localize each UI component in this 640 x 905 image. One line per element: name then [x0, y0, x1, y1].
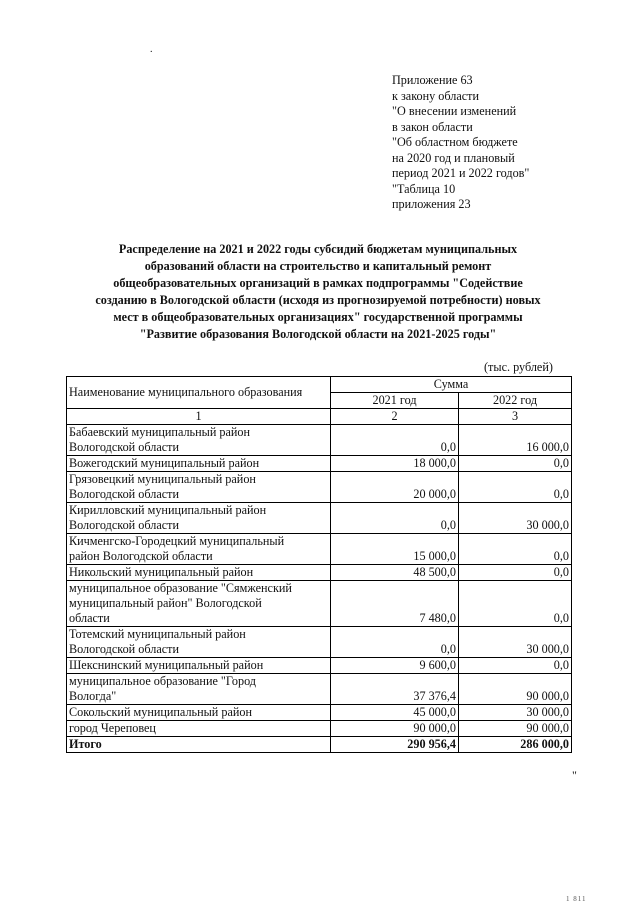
table-row	[67, 674, 572, 705]
amount-2021: 0,0	[331, 425, 459, 456]
column-number: 3	[459, 409, 572, 425]
municipality-name	[67, 627, 331, 658]
annex-line: "О внесении изменений	[392, 104, 517, 118]
municipality-name-line: Сокольский муниципальный район	[69, 705, 253, 719]
amount-2021: 9 600,0	[331, 658, 459, 674]
page-mark: 1 811	[566, 895, 587, 903]
table-row	[67, 503, 572, 534]
annex-header	[392, 73, 529, 213]
annex-line: "Таблица 10	[392, 181, 456, 196]
total-2022: 286 000,0	[459, 737, 572, 753]
amount-2022: 90 000,0	[459, 674, 572, 705]
municipality-name-line: муниципальное образование "Сямженский	[69, 581, 292, 595]
title-line: мест в общеобразовательных организациях" государственной программы	[113, 310, 523, 324]
annex-line: к закону области	[392, 88, 479, 103]
header-2021: 2021 год	[331, 393, 459, 409]
amount-2021: 20 000,0	[331, 472, 459, 503]
municipality-name	[67, 705, 331, 721]
table-row	[67, 456, 572, 472]
table-row	[67, 627, 572, 658]
amount-2022: 0,0	[459, 456, 572, 472]
amount-2021: 0,0	[331, 503, 459, 534]
municipality-name-line: Вологодской области	[69, 440, 179, 454]
municipality-name	[67, 674, 331, 705]
title-line: образований области на строительство и капитальный ремонт	[144, 259, 492, 273]
table-row	[67, 658, 572, 674]
municipality-name	[67, 721, 331, 737]
table-row	[67, 534, 572, 565]
annex-line: приложения 23	[392, 197, 471, 211]
title-line: "Развитие образования Вологодской области на 2021-2025 годы"	[139, 327, 497, 341]
municipality-name	[67, 565, 331, 581]
municipality-name-line: Грязовецкий муниципальный район	[69, 472, 256, 486]
municipality-name	[67, 456, 331, 472]
municipality-name	[67, 425, 331, 456]
annex-line: Приложение 63	[392, 73, 473, 87]
amount-2022: 0,0	[459, 581, 572, 627]
header-row	[67, 377, 572, 393]
total-2021: 290 956,4	[331, 737, 459, 753]
municipality-name-line: Тотемский муниципальный район	[69, 627, 246, 641]
amount-2021: 90 000,0	[331, 721, 459, 737]
amount-2021: 18 000,0	[331, 456, 459, 472]
table-row	[67, 721, 572, 737]
municipality-name-line: муниципальное образование "Город	[69, 674, 257, 688]
header-name: Наименование муниципального образования	[67, 377, 331, 409]
annex-line: "Об областном бюджете	[392, 135, 518, 149]
column-numbers-row	[67, 409, 572, 425]
table-row	[67, 565, 572, 581]
amount-2021: 0,0	[331, 627, 459, 658]
amount-2022: 0,0	[459, 658, 572, 674]
amount-2022: 0,0	[459, 565, 572, 581]
total-label: Итого	[67, 737, 331, 753]
amount-2022: 30 000,0	[459, 627, 572, 658]
amount-2021: 48 500,0	[331, 565, 459, 581]
municipality-name	[67, 534, 331, 565]
municipality-name-line: Вологодской области	[69, 642, 179, 656]
units-label: (тыс. рублей)	[484, 360, 553, 374]
header-2022: 2022 год	[459, 393, 572, 409]
amount-2022: 30 000,0	[459, 503, 572, 534]
municipality-name	[67, 658, 331, 674]
table-row	[67, 425, 572, 456]
municipality-name	[67, 581, 331, 627]
table-body	[67, 425, 572, 737]
municipality-name-line: Вожегодский муниципальный район	[69, 456, 260, 470]
amount-2021: 7 480,0	[331, 581, 459, 627]
amount-2022: 30 000,0	[459, 705, 572, 721]
table-row	[67, 472, 572, 503]
municipality-name-line: Вологодской области	[69, 518, 179, 532]
stray-dot: .	[150, 44, 153, 55]
municipality-name-line: город Череповец	[69, 721, 156, 735]
amount-2022: 90 000,0	[459, 721, 572, 737]
municipality-name-line: Кирилловский муниципальный район	[69, 503, 267, 517]
title-line: созданию в Вологодской области (исходя из прогнозируемой потребности) новых	[95, 293, 541, 307]
annex-line: период 2021 и 2022 годов"	[392, 166, 530, 180]
annex-line: на 2020 год и плановый	[392, 150, 515, 165]
column-number: 1	[67, 409, 331, 425]
municipality-name-line: Кичменгско-Городецкий муниципальный	[69, 534, 285, 548]
amount-2021: 45 000,0	[331, 705, 459, 721]
municipality-name	[67, 503, 331, 534]
amount-2021: 37 376,4	[331, 674, 459, 705]
subsidies-table	[66, 376, 572, 753]
municipality-name-line: области	[69, 611, 110, 625]
municipality-name-line: Никольский муниципальный район	[69, 565, 254, 579]
closing-quote: "	[572, 768, 577, 782]
municipality-name-line: Шекснинский муниципальный район	[69, 658, 264, 672]
municipality-name-line: муниципальный район" Вологодской	[69, 596, 262, 610]
municipality-name-line: район Вологодской области	[69, 549, 213, 563]
municipality-name-line: Вологда"	[69, 689, 117, 703]
municipality-name	[67, 472, 331, 503]
amount-2022: 16 000,0	[459, 425, 572, 456]
title-line: Распределение на 2021 и 2022 годы субсидий бюджетам муниципальных	[118, 242, 518, 256]
document-title	[64, 241, 572, 343]
amount-2022: 0,0	[459, 472, 572, 503]
amount-2022: 0,0	[459, 534, 572, 565]
column-number: 2	[331, 409, 459, 425]
header-sum: Сумма	[331, 377, 572, 393]
annex-line: в закон области	[392, 119, 473, 134]
title-line: общеобразовательных организаций в рамках подпрограммы "Содействие	[113, 276, 523, 290]
table-row	[67, 581, 572, 627]
municipality-name-line: Бабаевский муниципальный район	[69, 425, 251, 439]
municipality-name-line: Вологодской области	[69, 487, 179, 501]
table-row	[67, 705, 572, 721]
total-row	[67, 737, 572, 753]
amount-2021: 15 000,0	[331, 534, 459, 565]
